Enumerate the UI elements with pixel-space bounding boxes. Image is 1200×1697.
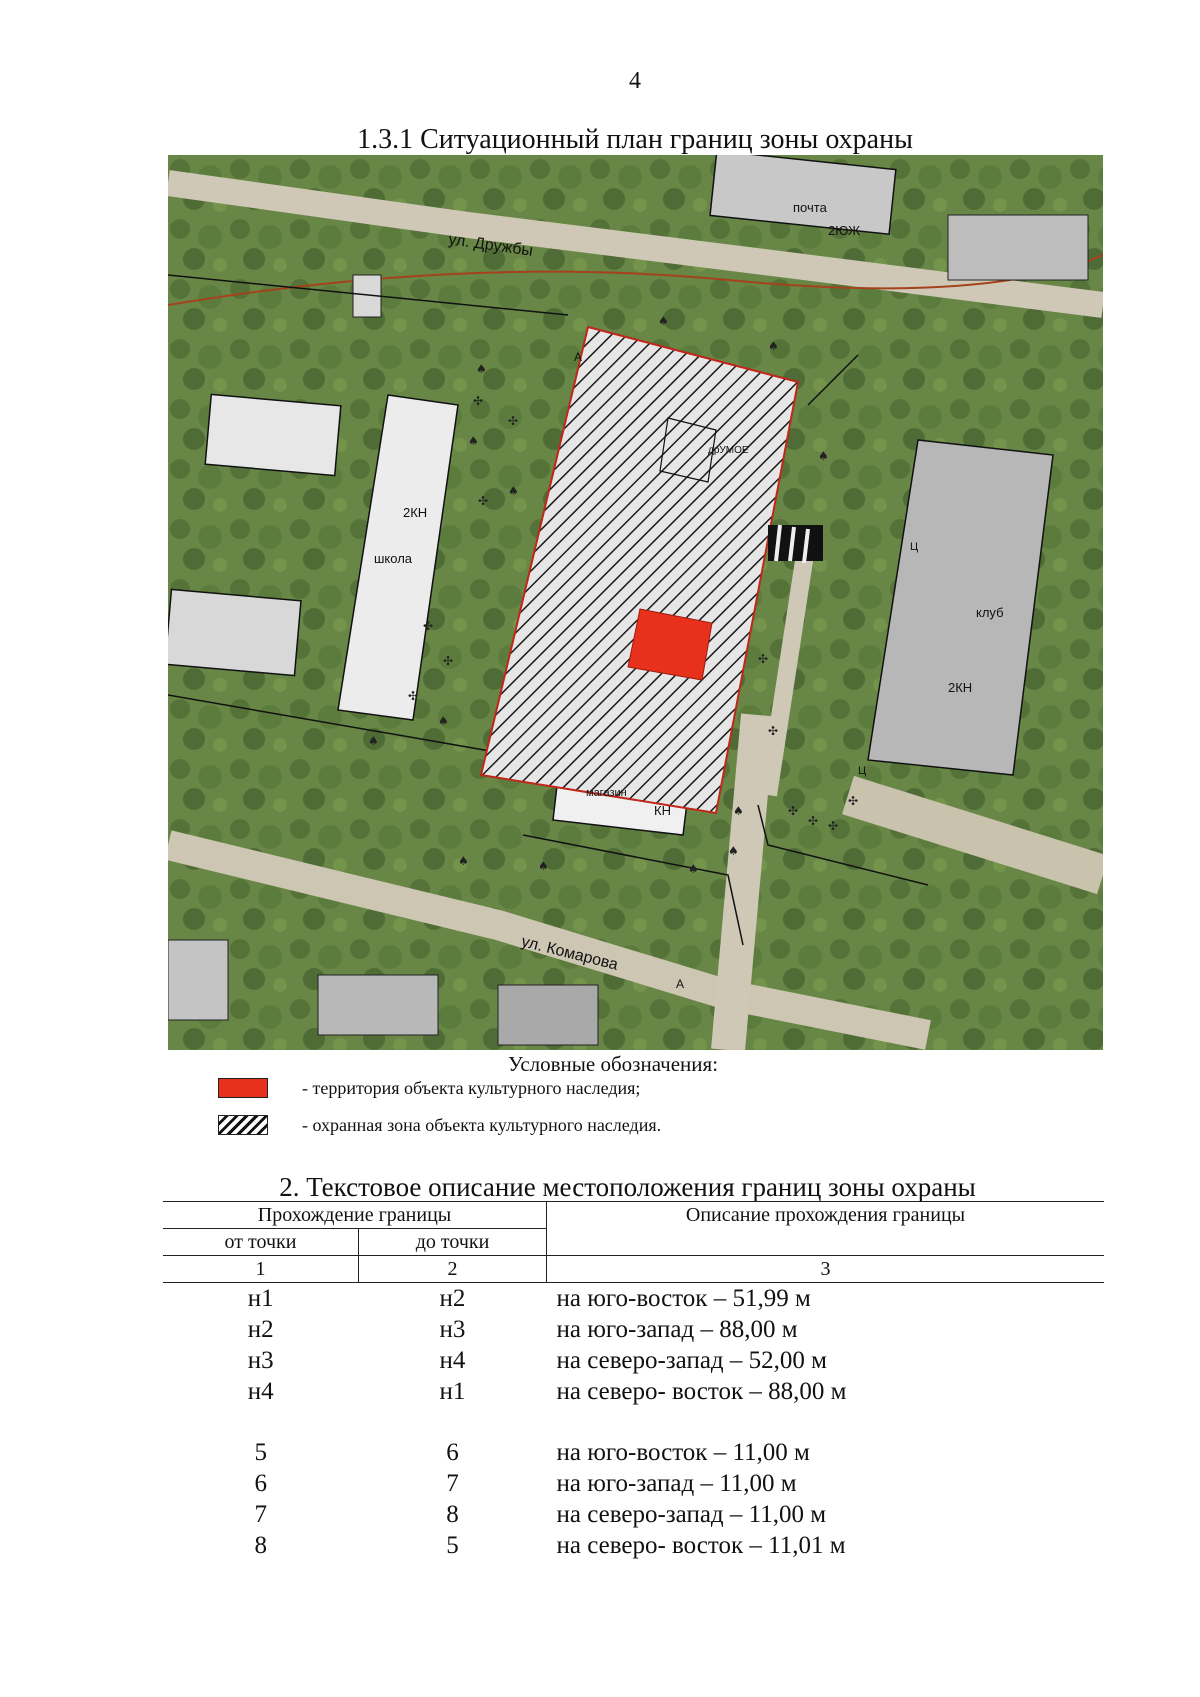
cell-from: 6 (254, 1470, 267, 1497)
cell-desc: на северо- восток – 11,01 м (556, 1532, 846, 1559)
legend-item-territory (218, 1075, 640, 1101)
pochta-label: почта (793, 200, 827, 215)
aerial-map-drawing (168, 155, 1103, 1050)
cell-to: 6 (446, 1439, 459, 1466)
svg-text:♠: ♠ (728, 844, 739, 858)
table-row (163, 1314, 1104, 1345)
situation-map (168, 155, 1103, 1050)
legend-territory-text: - территория объекта культурного наследия; (302, 1077, 641, 1098)
table-row (163, 1468, 1104, 1499)
shkola-type-label: 2КН (403, 505, 428, 520)
cell-to: н2 (439, 1285, 466, 1312)
table-row (163, 1530, 1104, 1561)
svg-text:✣: ✣ (788, 804, 799, 818)
svg-text:✣: ✣ (423, 619, 434, 633)
svg-text:✣: ✣ (808, 814, 819, 828)
header-desc: Описание прохождения границы (685, 1204, 966, 1227)
street-label-druzhby: ул. Дружбы (447, 231, 534, 260)
svg-text:♠: ♠ (468, 434, 479, 448)
cell-to: 7 (446, 1470, 459, 1497)
svg-text:♠: ♠ (458, 854, 469, 868)
table-row (163, 1499, 1104, 1530)
header-to: до точки (359, 1229, 547, 1256)
cell-from: н4 (247, 1378, 274, 1405)
svg-text:♠: ♠ (508, 484, 519, 498)
svg-text:♠: ♠ (818, 449, 829, 463)
svg-text:♠: ♠ (538, 859, 549, 873)
svg-text:♠: ♠ (658, 314, 669, 328)
section-title: 2. Текстовое описание местоположения границ зоны охраны (279, 1172, 976, 1202)
svg-text:✣: ✣ (768, 724, 779, 738)
cell-from: 8 (254, 1532, 267, 1559)
col-num-3: 3 (820, 1258, 831, 1280)
cell-to: н4 (439, 1347, 466, 1374)
svg-text:♠: ♠ (368, 734, 379, 748)
legend-item-zone (218, 1112, 661, 1138)
legend-title: Условные обозначения: (508, 1052, 719, 1076)
cell-desc: на юго-запад – 88,00 м (556, 1316, 798, 1343)
table-row (163, 1376, 1104, 1407)
legend-red-swatch (218, 1078, 268, 1098)
mark-c2: Ц (858, 765, 867, 777)
svg-text:✣: ✣ (758, 652, 769, 666)
col-num-1: 1 (163, 1256, 359, 1283)
cell-desc: на северо-запад – 52,00 м (556, 1347, 827, 1374)
svg-text:♠: ♠ (733, 804, 744, 818)
legend-hatch-swatch (218, 1115, 268, 1135)
cell-from: 5 (254, 1439, 267, 1466)
svg-text:✣: ✣ (848, 794, 859, 808)
cell-desc: на юго-запад – 11,00 м (556, 1470, 797, 1497)
svg-text:✣: ✣ (478, 494, 489, 508)
cell-to: н1 (439, 1378, 466, 1405)
table-row (163, 1437, 1104, 1468)
cell-from: н1 (247, 1285, 274, 1312)
map-title: 1.3.1 Ситуационный план границ зоны охраны (357, 124, 913, 155)
cell-desc: на северо- восток – 88,00 м (556, 1378, 847, 1405)
svg-text:✣: ✣ (408, 689, 419, 703)
header-group: Прохождение границы (163, 1202, 547, 1229)
drum-label: дрУМОЕ (708, 445, 749, 456)
cell-to: н3 (439, 1316, 466, 1343)
shkola-label: школа (374, 551, 413, 566)
point-a-south: А (676, 977, 685, 991)
cell-desc: на юго-восток – 11,00 м (556, 1439, 810, 1466)
page-number: 4 (629, 68, 641, 94)
table-row (163, 1283, 1104, 1315)
pochta-type-label: 2ЮЖ (828, 223, 861, 238)
school-wing (205, 394, 341, 475)
svg-text:✣: ✣ (443, 654, 454, 668)
svg-text:✣: ✣ (508, 414, 519, 428)
svg-text:✣: ✣ (473, 394, 484, 408)
svg-text:♠: ♠ (768, 339, 779, 353)
svg-text:♠: ♠ (476, 362, 487, 376)
mark-c1: Ц (910, 541, 919, 553)
street-label-komarova: ул. Комарова (519, 933, 620, 974)
klub-label: клуб (976, 605, 1004, 620)
svg-text:✣: ✣ (828, 819, 839, 833)
boundary-table (163, 1201, 1104, 1561)
cell-to: 8 (446, 1501, 459, 1528)
cell-from: 7 (254, 1501, 267, 1528)
magazin-type-label: КН (654, 803, 671, 818)
svg-text:♠: ♠ (438, 714, 449, 728)
header-from: от точки (163, 1229, 359, 1256)
col-num-2: 2 (359, 1256, 547, 1283)
cell-desc: на юго-восток – 51,99 м (556, 1285, 811, 1312)
table-row (163, 1345, 1104, 1376)
cell-desc: на северо-запад – 11,00 м (556, 1501, 827, 1528)
legend-zone-text: - охранная зона объекта культурного наследия. (302, 1114, 662, 1135)
klub-type-label: 2КН (948, 680, 973, 695)
cell-from: н2 (247, 1316, 274, 1343)
cell-to: 5 (446, 1532, 459, 1559)
magazin-label: магазин (586, 787, 627, 799)
svg-text:♠: ♠ (688, 862, 699, 876)
cell-from: н3 (247, 1347, 274, 1374)
point-a-north: А (574, 350, 583, 364)
